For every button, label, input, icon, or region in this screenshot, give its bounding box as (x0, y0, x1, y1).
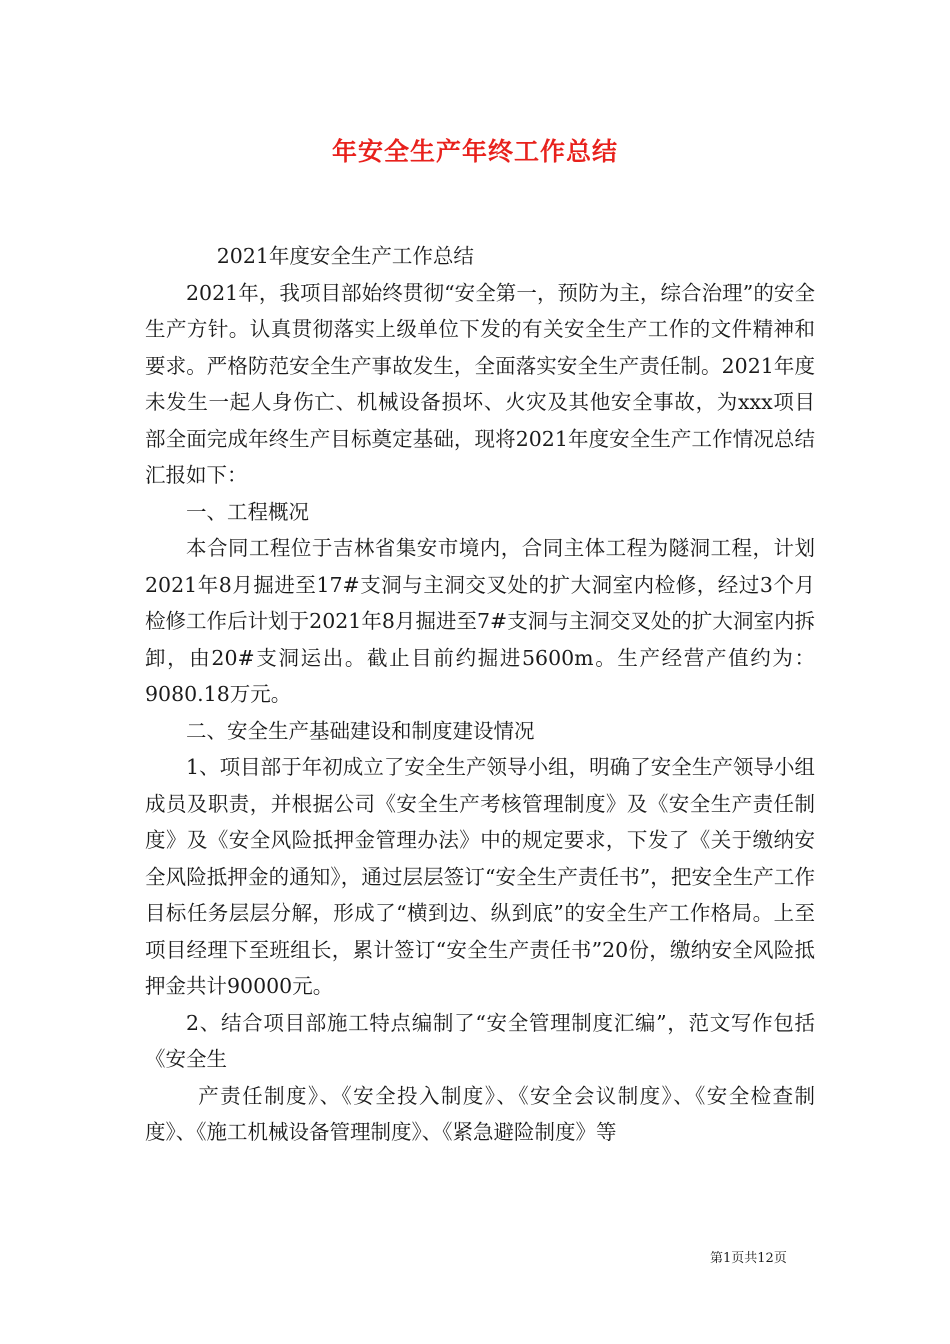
section-heading-safety-construction: 二、安全生产基础建设和制度建设情况 (186, 718, 535, 743)
section-heading-project-overview: 一、工程概况 (186, 499, 309, 524)
paragraph-item-2: 2、结合项目部施工特点编制了“安全管理制度汇编”，范文写作包括《安全生 (145, 1010, 815, 1071)
paragraph-item-1: 1、项目部于年初成立了安全生产领导小组，明确了安全生产领导小组成员及职责，并根据公司《安全生产考核管理制度》及《安全生产责任制度》及《安全风险抵押金管理办法》中的规定要求，下发了《关于缴纳安全风险抵押金的通知》，通过层层签订“安全生产责任书”，把安全生产工作目标任务层层分解，形成了“横到边、纵到底”的安全生产工作格局。上至项目经理下至班组长，累计签订“安全生产责任书”20份，缴纳安全风险抵押金共计90000元。 (145, 755, 815, 998)
paragraph-project-overview: 本合同工程位于吉林省集安市境内，合同主体工程为隧洞工程，计划2021年8月掘进至17#支洞与主洞交叉处的扩大洞室内检修，经过3个月检修工作后计划于2021年8月掘进至7#支洞与主洞交叉处的扩大洞室内拆卸，由20#支洞运出。截止目前约掘进5600m。生产经营产值约为：9080.18万元。 (145, 536, 815, 706)
page-indicator: 第1页共12页 (710, 1251, 787, 1266)
paragraph-intro: 2021年，我项目部始终贯彻“安全第一，预防为主，综合治理”的安全生产方针。认真贯彻落实上级单位下发的有关安全生产工作的文件精神和要求。严格防范安全生产事故发生，全面落实安全生产责任制。2021年度未发生一起人身伤亡、机械设备损坏、火灾及其他安全事故，为xxx项目部全面完成年终生产目标奠定基础，现将2021年度安全生产工作情况总结汇报如下： (145, 280, 815, 487)
section-heading-annual-summary: 2021年度安全生产工作总结 (216, 244, 474, 268)
document-body (145, 238, 815, 1151)
paragraph-item-2-continued: 产责任制度》、《安全投入制度》、《安全会议制度》、《安全检查制度》、《施工机械设备管理制度》、《紧急避险制度》等 (145, 1083, 815, 1144)
document-title: 年安全生产年终工作总结 (331, 137, 618, 166)
